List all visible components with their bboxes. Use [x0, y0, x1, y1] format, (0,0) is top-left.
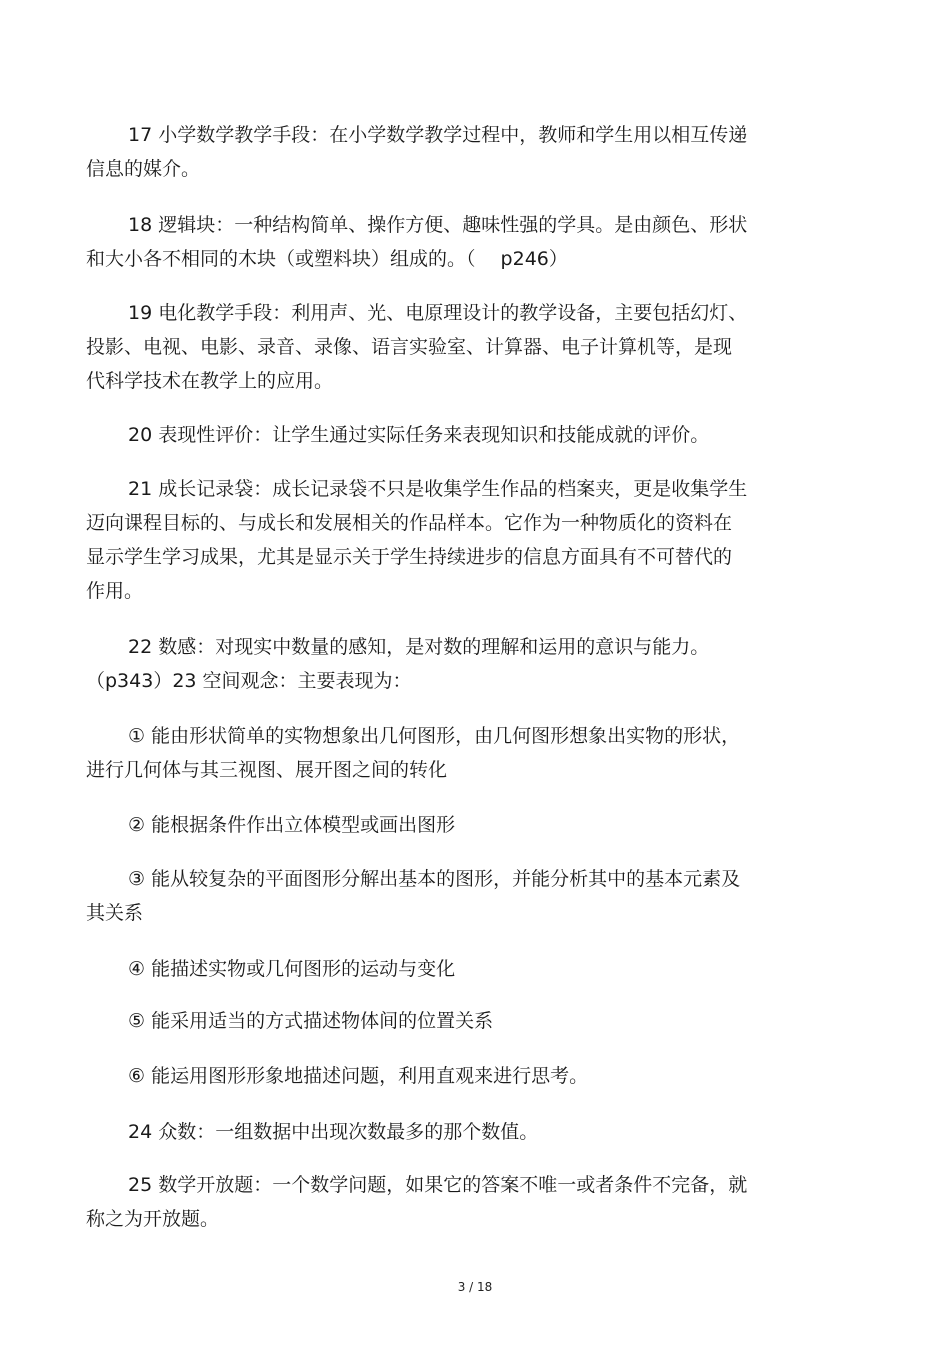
page-number: 3 / 18 — [457, 1280, 493, 1294]
paragraph-line: 信息的媒介。 — [86, 158, 201, 180]
paragraph-20-performance-assessment — [86, 418, 808, 452]
paragraph-line: 迈向课程目标的、与成长和发展相关的作品样本。它作为一种物质化的资料在 — [86, 512, 733, 534]
list-item-5 — [86, 1004, 808, 1038]
list-item-6 — [86, 1059, 808, 1093]
paragraph-line: 22 数感：对现实中数量的感知，是对数的理解和运用的意识与能力。 — [128, 636, 710, 658]
paragraph-line: 17 小学数学教学手段：在小学数学教学过程中，教师和学生用以相互传递 — [128, 124, 748, 146]
list-item-1 — [86, 719, 808, 787]
paragraph-18-logic-blocks — [86, 208, 808, 276]
paragraph-line: 作用。 — [86, 580, 144, 602]
paragraph-line: 其关系 — [86, 902, 144, 924]
paragraph-line: 投影、电视、电影、录音、录像、语言实验室、计算器、电子计算机等，是现 — [86, 336, 733, 358]
paragraph-line: 显示学生学习成果，尤其是显示关于学生持续进步的信息方面具有不可替代的 — [86, 546, 733, 568]
paragraph-21-growth-portfolio — [86, 472, 808, 608]
paragraph-24-mode — [86, 1115, 808, 1149]
list-item-2 — [86, 808, 808, 842]
paragraph-line: ③ 能从较复杂的平面图形分解出基本的图形，并能分析其中的基本元素及 — [128, 868, 741, 890]
paragraph-line: 代科学技术在教学上的应用。 — [86, 370, 334, 392]
paragraph-line: 19 电化教学手段：利用声、光、电原理设计的教学设备，主要包括幻灯、 — [128, 302, 748, 324]
paragraph-22-number-sense — [86, 630, 808, 698]
paragraph-line: 进行几何体与其三视图、展开图之间的转化 — [86, 759, 448, 781]
paragraph-line: ① 能由形状简单的实物想象出几何图形，由几何图形想象出实物的形状， — [128, 725, 741, 747]
paragraph-line: 称之为开放题。 — [86, 1208, 220, 1230]
paragraph-25-open-question — [86, 1168, 808, 1236]
paragraph-line: 18 逻辑块：一种结构简单、操作方便、趣味性强的学具。是由颜色、形状 — [128, 214, 748, 236]
paragraph-line: （p343）23 空间观念：主要表现为： — [86, 670, 412, 692]
paragraph-line: ⑤ 能采用适当的方式描述物体间的位置关系 — [128, 1010, 494, 1032]
paragraph-line: ④ 能描述实物或几何图形的运动与变化 — [128, 958, 456, 980]
paragraph-line: 20 表现性评价：让学生通过实际任务来表现知识和技能成就的评价。 — [128, 424, 710, 446]
paragraph-17-teaching-means — [86, 118, 808, 186]
paragraph-line: ② 能根据条件作出立体模型或画出图形 — [128, 814, 456, 836]
paragraph-19-electronic-teaching — [86, 296, 808, 398]
paragraph-line: 24 众数：一组数据中出现次数最多的那个数值。 — [128, 1121, 539, 1143]
paragraph-line: 25 数学开放题：一个数学问题，如果它的答案不唯一或者条件不完备，就 — [128, 1174, 748, 1196]
paragraph-line: 21 成长记录袋：成长记录袋不只是收集学生作品的档案夹，更是收集学生 — [128, 478, 748, 500]
list-item-4 — [86, 952, 808, 986]
paragraph-line: 和大小各不相同的木块（或塑料块）组成的。（ p246） — [86, 248, 568, 270]
paragraph-line: ⑥ 能运用图形形象地描述问题，利用直观来进行思考。 — [128, 1065, 589, 1087]
list-item-3 — [86, 862, 808, 930]
